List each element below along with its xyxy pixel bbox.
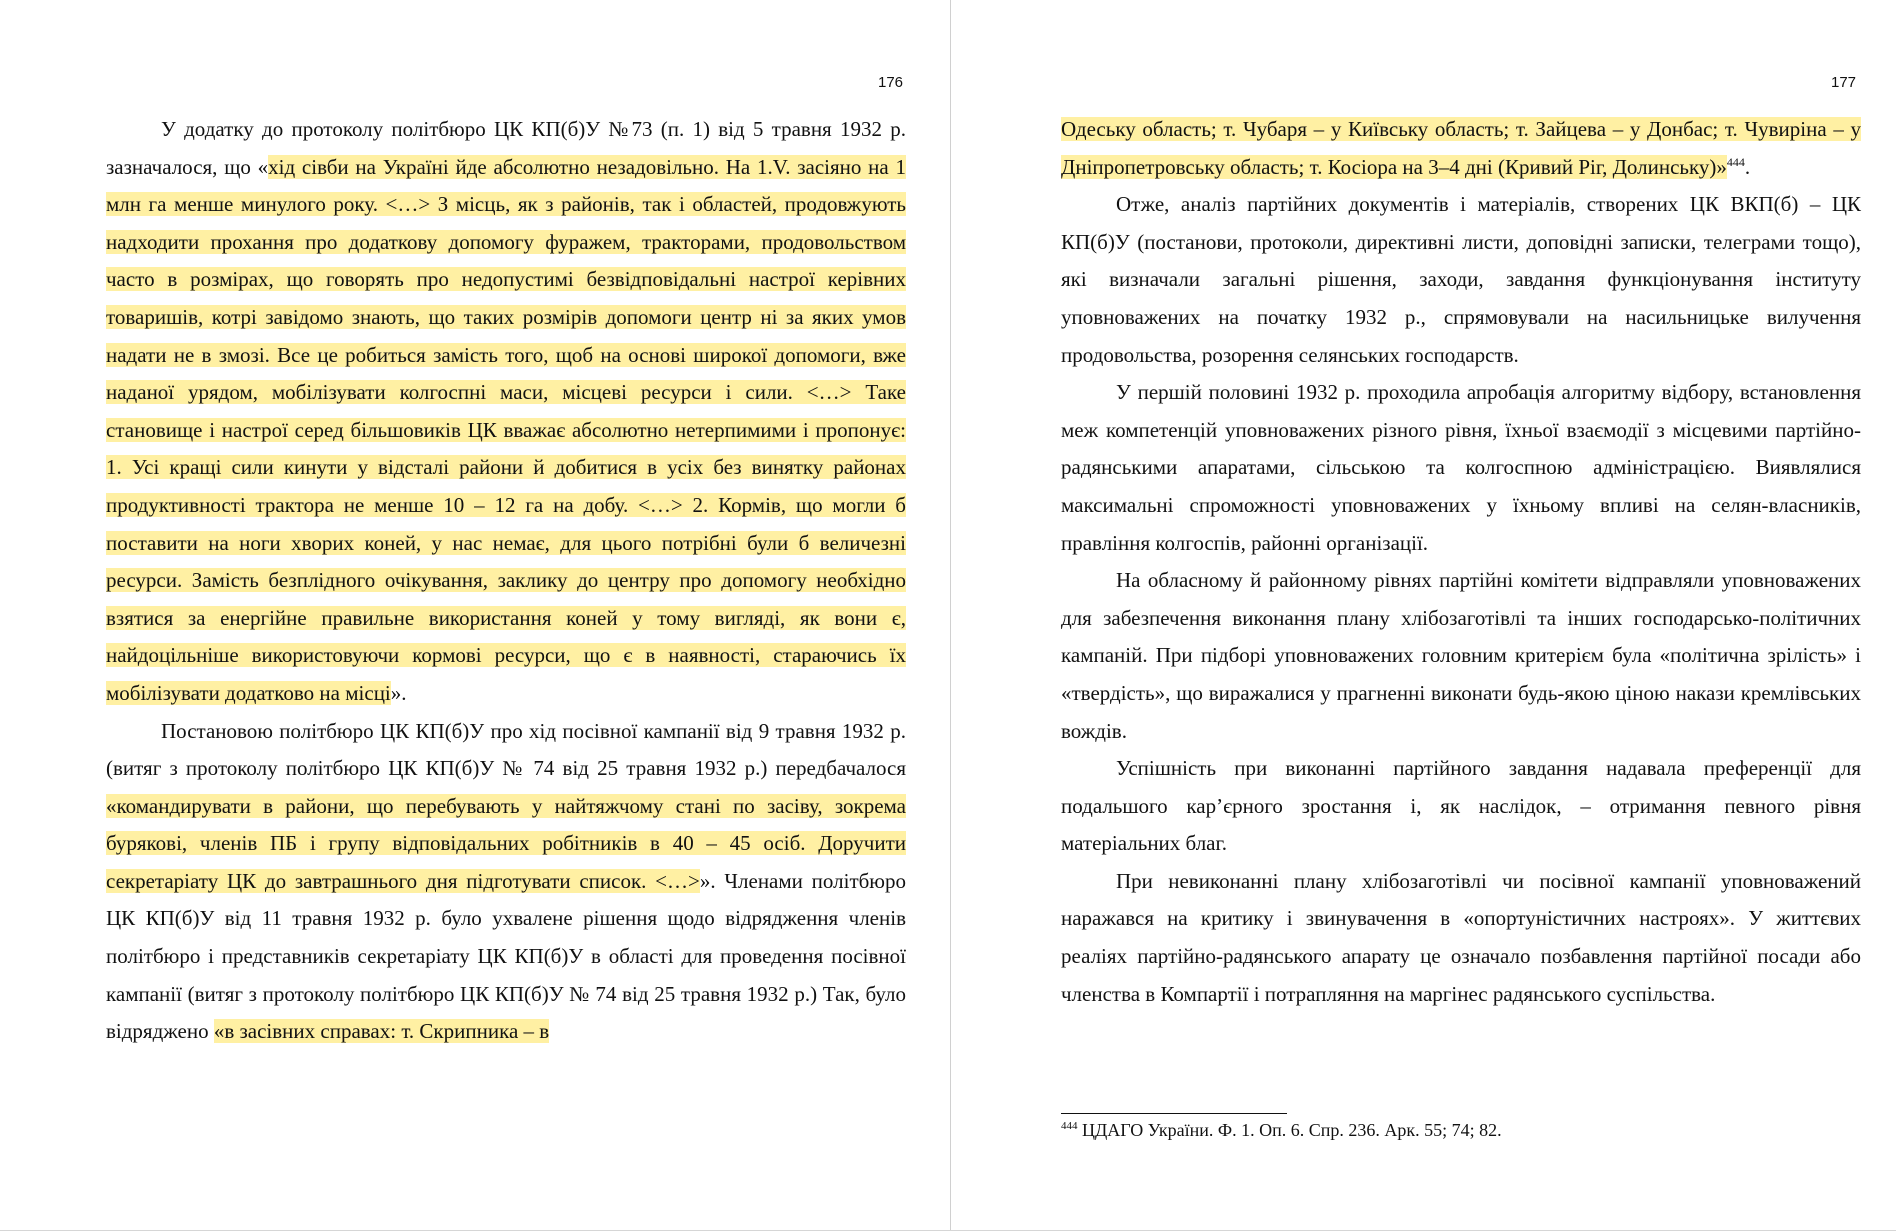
- text-run: ». Членами політбюро ЦК КП(б)У від 11 травня 1932 р. було ухвалене рішення щодо відрядження членів політбюро і представників секретаріату ЦК КП(б)У в області для проведення посівної кампанії (витяг з протоколу політбюро ЦК КП(б)У № 74 від 25 травня 1932 р.) Так, було відряджено: [106, 868, 906, 1044]
- right-page: [951, 0, 1896, 1231]
- paragraph: [106, 111, 906, 713]
- paragraph: [1061, 111, 1861, 186]
- page-number: 176: [878, 74, 904, 91]
- paragraph: [106, 713, 906, 1051]
- highlighted-quote[interactable]: «в засівних справах: т. Скрипника – в: [213, 1019, 550, 1044]
- highlighted-quote[interactable]: Одеську область; т. Чубаря – у Київську область; т. Зайцева – у Донбас; т. Чувиріна – у Дніпропетровську область; т. Косіора на 3–4 дні (Кривий Ріг, Долинську)»: [1061, 117, 1861, 179]
- footnote: [1061, 1120, 1502, 1141]
- body-text: [106, 111, 906, 1051]
- footnote-number: 444: [1061, 1120, 1078, 1132]
- highlighted-quote[interactable]: хід сівби на Україні йде абсолютно незадовільно. На 1.V. засіяно на 1 млн га менше минулого року. <…> З місць, як з районів, так і областей, продовжують надходити прохання про додаткову допомогу фуражем, тракторами, продовольством часто в розмірах, що говорять про недопустимі безвідповідальні настрої керівних товаришів, котрі завідомо знають, що таких розмірів допомоги центр ні за яких умов надати не в змозі. Все це робиться замість того, щоб на основі широкої допомоги, вже наданої урядом, мобілізувати колгоспні маси, місцеві ресурси і сили. <…> Таке становище і настрої серед більшовиків ЦК вважає абсолютно нетерпимими і пропонує: 1. Усі кращі сили кинути у відсталі райони й добитися в усіх без винятку районах продуктивності трактора не менше 10 – 12 га на добу. <…> 2. Кормів, що могли б поставити на ноги хворих коней, у нас немає, для цього потрібні були б величезні ресурси. Замість безплідного очікування, заклику до центру про допомогу необхідно взятися за енергійне правильне використання коней у тому вигляді, як вони є, найдоцільніше використовуючи кормові ресурси, що є в наявності, стараючись їх мобілізувати додатково на місці: [106, 154, 906, 705]
- footnote-separator: [1061, 1113, 1287, 1114]
- page-number: 177: [1831, 74, 1857, 91]
- text-run: У додатку до протоколу політбюро ЦК КП(б)У №73 (п. 1) від 5 травня 1932 р. зазначалося, що «: [106, 117, 906, 179]
- paragraph: Успішність при виконанні партійного завдання надавала преференції для подальшого кар’єрного зростання і, як наслідок, – отримання певного рівня матеріальних благ.: [1061, 756, 1861, 856]
- paragraph: Отже, аналіз партійних документів і матеріалів, створених ЦК ВКП(б) – ЦК КП(б)У (постанови, протоколи, директивні листи, доповідні записки, телеграми тощо), які визначали загальні рішення, заходи, завдання функціонування інституту уповноважених на початку 1932 р., спрямовували на насильницьке вилучення продовольства, розорення селянських господарств.: [1061, 192, 1861, 367]
- text-run: ».: [390, 680, 407, 705]
- body-text: [1061, 111, 1861, 1013]
- text-run: .: [1744, 154, 1751, 179]
- footnote-reference[interactable]: 444: [1726, 154, 1745, 169]
- text-run: Постановою політбюро ЦК КП(б)У про хід посівної кампанії від 9 травня 1932 р. (витяг з протоколу політбюро ЦК КП(б)У № 74 від 25 травня 1932 р.) передбачалося: [106, 718, 906, 781]
- footnote-text: ЦДАГО України. Ф. 1. Оп. 6. Спр. 236. Арк. 55; 74; 82.: [1077, 1120, 1502, 1140]
- paragraph: У першій половині 1932 р. проходила апробація алгоритму відбору, встановлення меж компетенцій уповноважених різного рівня, їхньої взаємодії з місцевими партійно-радянськими апаратами, сільською та колгоспною адміністрацією. Виявлялися максимальні спроможності уповноважених у їхньому впливі на селян-власників, правління колгоспів, районні організації.: [1061, 380, 1861, 555]
- highlighted-quote[interactable]: «командирувати в райони, що перебувають у найтяжчому стані по засіву, зокрема бурякові, членів ПБ і групу відповідальних робітників в 40 – 45 осіб. Доручити секретаріату ЦК до завтрашнього дня підготувати список. <…>: [106, 793, 906, 893]
- paragraph: При невиконанні плану хлібозаготівлі чи посівної кампанії уповноважений наражався на критику і звинувачення в «опортуністичних настроях». У життєвих реаліях партійно-радянського апарату це означало позбавлення партійної посади або членства в Компартії і потрапляння на маргінес радянського суспільства.: [1061, 868, 1861, 1006]
- paragraph: На обласному й районному рівнях партійні комітети відправляли уповноважених для забезпечення виконання плану хлібозаготівлі та інших господарсько-політичних кампаній. При підборі уповноважених головним критерієм була «політична зрілість» і «твердість», що виражалися у прагненні виконати будь-якою ціною накази кремлівських вождів.: [1061, 568, 1861, 743]
